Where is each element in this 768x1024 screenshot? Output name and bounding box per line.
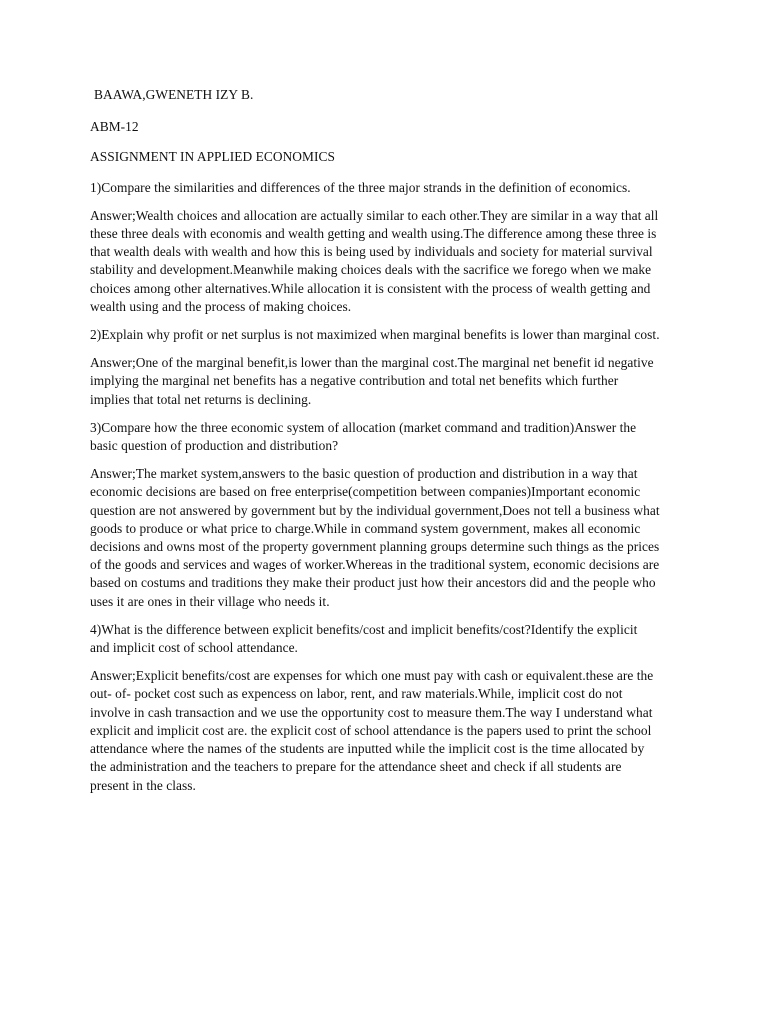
answer-4: Answer;Explicit benefits/cost are expenses for which one must pay with cash or equivalent.these are the out- of- pocket cost such as expencess on labor, rent, and raw materials.While, implicit cost do not involve in cash transaction and we use the opportunity cost to measure them.The way I understand what explicit and implicit cost are. the explicit cost of school attendance is the papers used to print the school attendance where the names of the students are inputted while the implicit cost is the time allocated by the administration and the teachers to prepare for the attendance sheet and check if all students are present in the class. (90, 668, 654, 793)
student-name: BAAWA,GWENETH IZY B. (94, 87, 254, 102)
section-label: ABM-12 (90, 119, 139, 135)
assignment-title: ASSIGNMENT IN APPLIED ECONOMICS (90, 149, 335, 165)
question-2: 2)Explain why profit or net surplus is not maximized when marginal benefits is lower than marginal cost. (90, 327, 660, 343)
question-4: 4)What is the difference between explicit benefits/cost and implicit benefits/cost?Identify the explicit and implicit cost of school attendance. (90, 621, 638, 656)
question-1: 1)Compare the similarities and differences of the three major strands in the definition of economics. (90, 179, 631, 195)
question-3: 3)Compare how the three economic system of allocation (market command and tradition)Answer the basic question of production and distribution? (90, 419, 637, 454)
document-page (90, 86, 660, 805)
answer-1: Answer;Wealth choices and allocation are actually similar to each other.They are similar in a way that all these three deals with economis and wealth getting and wealth using.The difference among these three is that wealth deals with wealth and how this is being used by individuals and society for material survival stability and development.Meanwhile making choices deals with the sacrifice we forego when we make choices among other alternatives.While allocation it is consistent with the process of wealth getting and wealth using and the process of making choices. (90, 207, 659, 314)
answer-2: Answer;One of the marginal benefit,is lower than the marginal cost.The marginal net benefit id negative implying the marginal net benefits has a negative contribution and total net benefits which further implies that total net returns is declining. (90, 355, 654, 407)
answer-3: Answer;The market system,answers to the basic question of production and distribution in a way that economic decisions are based on free enterprise(competition between companies)Important economic question are not answered by government but by the individual government,Does not tell a business what goods to produce or what price to charge.While in command system government, makes all economic decisions and owns most of the property government planning groups determine such things as the prices of the goods and services and wages of worker.Whereas in the traditional system, economic decisions are based on costums and traditions they make their product just how their ancestors did and the people who uses it are ones in their village who needs it. (90, 466, 660, 609)
